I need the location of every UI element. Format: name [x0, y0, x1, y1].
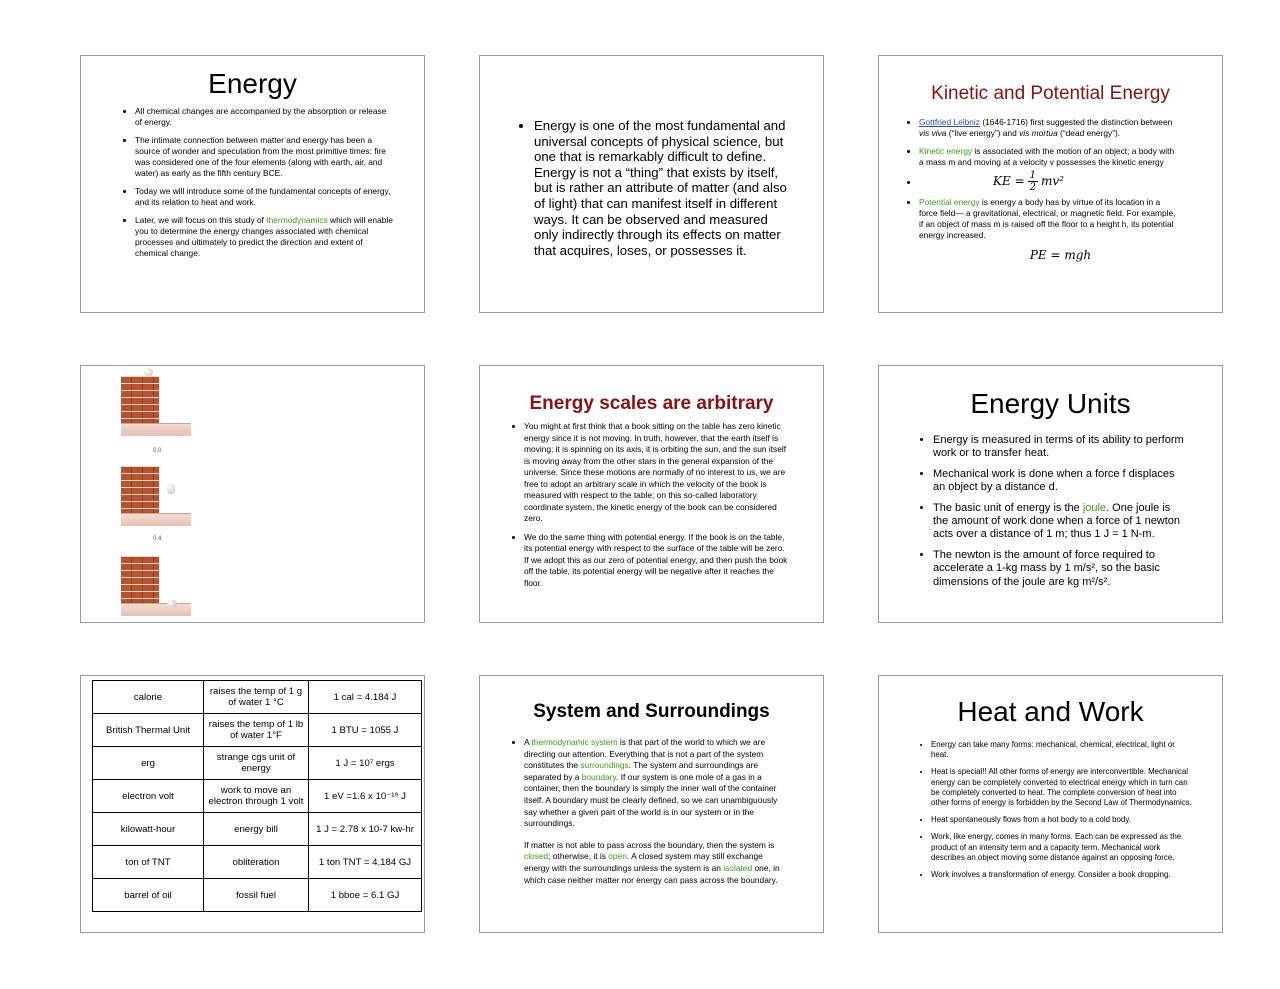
table-cell: 1 J = 2.78 x 10-7 kw-hr	[309, 813, 422, 846]
slide-energy-units[interactable]	[878, 365, 1223, 623]
table-cell: obliteration	[204, 846, 309, 879]
bullet: • The newton is the amount of force required to accelerate a 1-kg mass by 1 m/s², so the basic dimensions of the joule are kg m²/s².	[933, 549, 1186, 589]
table-row	[93, 846, 422, 879]
bullet-list	[504, 737, 787, 886]
table-cell: electron volt	[93, 780, 204, 813]
slide-book-drop-illustration[interactable]	[80, 365, 425, 623]
slide-kinetic-potential[interactable]	[878, 55, 1223, 313]
leibniz-link[interactable]: Gottfried Leibniz	[919, 117, 980, 127]
bullet: • The basic unit of energy is the joule. One joule is the amount of work done when a force of 1 newton acts over a distance of 1 m; thus 1 J = 1 N-m.	[933, 502, 1186, 542]
floor	[121, 513, 191, 526]
time-label: 0.0	[153, 448, 162, 454]
slide-units-table[interactable]	[80, 675, 425, 933]
table-cell: raises the temp of 1 lb of water 1°F	[204, 714, 309, 747]
slide-title: Energy scales are arbitrary	[529, 393, 774, 414]
table-cell: 1 J = 10⁷ ergs	[309, 747, 422, 780]
bullet-list	[115, 106, 394, 259]
bullet: • Mechanical work is done when a force f displaces an object by a distance d.	[933, 468, 1186, 495]
bullet-list	[899, 117, 1178, 241]
bullet: • Energy is one of the most fundamental and universal concepts of physical science, but one that is remarkably difficult to define. Energy is not a “thing” that exists by itself, but is rather an attribute of matter (and also of light) that can manifest itself in different ways. It can be observed and measured only indirectly through its effects on matter that acquires, loses, or possesses it.	[534, 118, 793, 258]
book-object	[144, 368, 153, 377]
slide-system-surroundings[interactable]	[479, 675, 824, 933]
potential-energy-formula: PE = mgh	[1029, 248, 1092, 262]
table-cell: kilowatt-hour	[93, 813, 204, 846]
slide-title: Kinetic and Potential Energy	[931, 83, 1170, 104]
bullet-list	[514, 118, 793, 258]
slide-energy[interactable]	[80, 55, 425, 313]
bullet: • Work involves a transformation of energy. Consider a book dropping.	[931, 870, 1192, 880]
bullet: • The intimate connection between matter and energy has been a source of wonder and speculation from the most primitive times: fire was considered one of the four elements (along with earth, air, and water) as early as the fifth century BCE.	[135, 135, 394, 179]
slide-energy-scales[interactable]	[479, 365, 824, 623]
table-cell: ton of TNT	[93, 846, 204, 879]
kinetic-energy-formula: • KE = $\frac{1}{2}$ mv²	[993, 170, 1064, 193]
table-cell: energy bill	[204, 813, 309, 846]
bullet: • Gottfried Leibniz (1646-1716) first suggested the distinction between vis viva (“live energy”) and vis mortua (“dead energy”).	[919, 117, 1178, 139]
bullet: • A thermodynamic system is that part of the world to which we are directing our attention. Everything that is not a part of the system constitutes the surroundings. The system and surroundings are separated by a boundary. If our system is one mole of a gas in a container, then the boundary is simply the inner wall of the container itself. A boundary must be clearly defined, so we can unambiguously say whether a given part of the world is in our system or in the surroundings.	[524, 737, 787, 830]
slide-title: System and Surroundings	[533, 701, 770, 722]
table-cell: work to move an electron through 1 volt	[204, 780, 309, 813]
bullet-list	[913, 434, 1186, 589]
bullet: • All chemical changes are accompanied by the absorption or release of energy.	[135, 106, 394, 128]
table-row	[93, 681, 422, 714]
bullet-list	[504, 421, 789, 589]
paragraph: If matter is not able to pass across the boundary, then the system is closed; otherwise, it is open. A closed system may still exchange energy with the surroundings unless the system is an isolated one, in which case neither matter nor energy can pass across the boundary.	[524, 839, 780, 885]
bullet-list	[911, 740, 1192, 880]
table-cell: barrel of oil	[93, 879, 204, 912]
table-cell: strange cgs unit of energy	[204, 747, 309, 780]
table-cell: 1 BTU = 1055 J	[309, 714, 422, 747]
bullet: • Energy is measured in terms of its ability to perform work or to transfer heat.	[933, 434, 1186, 461]
table-cell: 1 bboe = 6.1 GJ	[309, 879, 422, 912]
bullet: • Work, like energy, comes in many forms. Each can be expressed as the product of an intensity term and a capacity term. Mechanical work describes an object moving some distance against an opposing force.	[931, 832, 1192, 863]
bullet: • Heat spontaneously flows from a hot body to a cold body.	[931, 815, 1192, 825]
slide-title: Energy	[208, 68, 297, 99]
table-cell: raises the temp of 1 g of water 1 °C	[204, 681, 309, 714]
book-object	[167, 600, 177, 607]
bullet: • We do the same thing with potential energy. If the book is on the table, its potential energy with respect to the surface of the table will be zero. If we adopt this as our zero of potential energy, and then push the book off the table, its potential energy will be negative after it reaches the floor.	[524, 532, 789, 590]
table-row	[93, 747, 422, 780]
bullet	[919, 170, 1178, 193]
bullet: • You might at first think that a book sitting on the table has zero kinetic energy since it is not moving. In truth, however, that the earth itself is moving; it is spinning on its axis, it is orbiting the sun, and the sun itself is moving away from the other stars in the general expansion of the universe. Since these motions are normally of no interest to us, we are free to adopt an arbitrary scale in which the velocity of the book is measured with respect to the table; on this so-called laboratory coordinate system, the kinetic energy of the book can be considered zero.	[524, 421, 789, 525]
slide-title: Heat and Work	[957, 696, 1144, 727]
table-row	[93, 813, 422, 846]
slide-energy-definition[interactable]	[479, 55, 824, 313]
table-cell: fossil fuel	[204, 879, 309, 912]
table-cell: 1 ton TNT = 4.184 GJ	[309, 846, 422, 879]
table-cell: erg	[93, 747, 204, 780]
floor	[121, 603, 191, 616]
bullet: • Energy can take many forms: mechanical, chemical, electrical, light or heat.	[931, 740, 1192, 760]
table-cell: British Thermal Unit	[93, 714, 204, 747]
bullet: • Today we will introduce some of the fundamental concepts of energy, and its relation to heat and work.	[135, 186, 394, 208]
bullet: • Potential energy is energy a body has by virtue of its location in a force field— a gravitational, electrical, or magnetic field. For example, if an object of mass m is raised off the floor to a height h, its potential energy increased.	[919, 197, 1178, 241]
time-label: 0.4	[153, 536, 162, 542]
slide-title: Energy Units	[970, 388, 1131, 419]
table-row	[93, 780, 422, 813]
table-row	[93, 879, 422, 912]
joule-link[interactable]: joule	[1082, 501, 1107, 514]
floor	[121, 423, 191, 436]
bullet: • Kinetic energy is associated with the motion of an object; a body with a mass m and moving at a velocity v possesses the kinetic energy	[919, 146, 1178, 168]
table-row	[93, 714, 422, 747]
energy-units-table	[92, 680, 422, 912]
thermodynamics-link[interactable]: thermodynamics	[266, 215, 328, 225]
book-object	[167, 484, 175, 494]
table-cell: 1 cal = 4.184 J	[309, 681, 422, 714]
table-cell: calorie	[93, 681, 204, 714]
bullet: • Later, we will focus on this study of thermodynamics which will enable you to determine the energy changes associated with chemical processes and ultimately to predict the direction and extent of chemical change.	[135, 215, 394, 259]
bullet: • Heat is special!! All other forms of energy are interconvertible. Mechanical energy can be completely converted to electrical energy which in turn can be completely converted to heat. The complete conversion of heat into other forms of energy is forbidden by the Second Law of Thermodynamics.	[931, 767, 1192, 808]
table-cell: 1 eV =1.6 x 10⁻¹⁹ J	[309, 780, 422, 813]
slide-heat-work[interactable]	[878, 675, 1223, 933]
